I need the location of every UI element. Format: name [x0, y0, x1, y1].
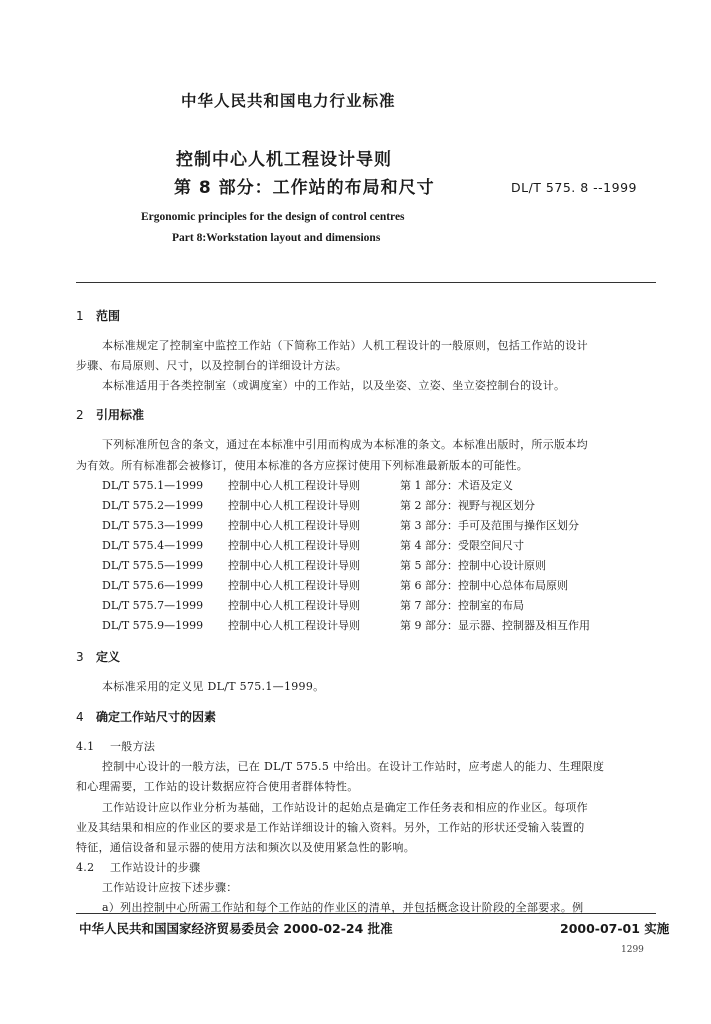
- reference-guide: 控制中心人机工程设计导则: [228, 539, 360, 552]
- section-number: 1: [76, 309, 84, 323]
- reference-row: [102, 557, 546, 573]
- section-title: 确定工作站尺寸的因素: [96, 710, 217, 724]
- reference-part: 第 9 部分：显示器、控制器及相互作用: [400, 619, 590, 632]
- subsection-4-2-heading: [76, 859, 200, 875]
- reference-guide: 控制中心人机工程设计导则: [228, 479, 360, 492]
- implementation-date: 2000-07-01 实施: [560, 921, 670, 936]
- subsection-title: 一般方法: [110, 740, 156, 753]
- paragraph-line: 特征，通信设备和显示器的使用方法和频次以及使用紧急性的影响。: [76, 841, 415, 854]
- section-1-heading: [76, 307, 120, 324]
- paragraph-line: 和心理需要，工作站的设计数据应符合使用者群体特性。: [76, 780, 359, 793]
- standard-code: DL/T 575. 8 --1999: [511, 180, 637, 195]
- reference-guide: 控制中心人机工程设计导则: [228, 559, 360, 572]
- reference-row: [102, 617, 590, 633]
- reference-part: 第 7 部分：控制室的布局: [400, 599, 524, 612]
- reference-row: [102, 597, 524, 613]
- reference-guide: 控制中心人机工程设计导则: [228, 619, 360, 632]
- document-title-cn: 控制中心人机工程设计导则: [176, 150, 392, 170]
- section-3-heading: [76, 648, 120, 665]
- footer-divider: [76, 913, 656, 914]
- subsection-number: 4.2: [76, 861, 95, 874]
- reference-part: 第 1 部分：术语及定义: [400, 479, 513, 492]
- reference-code: DL/T 575.1—1999: [102, 479, 204, 492]
- reference-code: DL/T 575.7—1999: [102, 599, 204, 612]
- reference-row: [102, 577, 568, 593]
- subsection-title: 工作站设计的步骤: [110, 861, 201, 874]
- reference-row: [102, 517, 579, 533]
- reference-code: DL/T 575.3—1999: [102, 519, 204, 532]
- section-title: 引用标准: [96, 408, 145, 422]
- reference-guide: 控制中心人机工程设计导则: [228, 519, 360, 532]
- section-title: 定义: [96, 650, 121, 664]
- reference-part: 第 3 部分：手可及范围与操作区划分: [400, 519, 579, 532]
- section-4-heading: [76, 708, 216, 725]
- reference-code: DL/T 575.5—1999: [102, 559, 204, 572]
- reference-code: DL/T 575.4—1999: [102, 539, 204, 552]
- reference-guide: 控制中心人机工程设计导则: [228, 499, 360, 512]
- subsection-4-1-heading: [76, 738, 155, 754]
- paragraph-line: 下列标准所包含的条文，通过在本标准中引用而构成为本标准的条文。本标准出版时，所示版本均: [102, 438, 588, 451]
- paragraph-line: a）列出控制中心所需工作站和每个工作站的作业区的清单，并包括概念设计阶段的全部要求。例: [102, 901, 584, 914]
- section-title: 范围: [96, 309, 121, 323]
- subsection-number: 4.1: [76, 740, 95, 753]
- paragraph-line: 为有效。所有标准都会被修订，使用本标准的各方应探讨使用下列标准最新版本的可能性。: [76, 459, 528, 472]
- reference-row: [102, 477, 513, 493]
- paragraph-line: 工作站设计应按下述步骤：: [102, 881, 238, 894]
- reference-part: 第 2 部分：视野与视区划分: [400, 499, 535, 512]
- paragraph-line: 控制中心设计的一般方法，已在 DL/T 575.5 中给出。在设计工作站时，应考虑人的能力、生理限度: [102, 760, 605, 773]
- section-number: 3: [76, 650, 84, 664]
- paragraph-line: 步骤、布局原则、尺寸，以及控制台的详细设计方法。: [76, 359, 348, 372]
- reference-code: DL/T 575.6—1999: [102, 579, 204, 592]
- header-divider: [76, 282, 656, 283]
- paragraph-line: 本标准采用的定义见 DL/T 575.1—1999。: [102, 680, 325, 693]
- reference-part: 第 6 部分：控制中心总体布局原则: [400, 579, 568, 592]
- document-subtitle-cn: 第 8 部分：工作站的布局和尺寸: [174, 178, 435, 198]
- page-number: 1299: [621, 945, 644, 955]
- reference-row: [102, 537, 524, 553]
- section-2-heading: [76, 406, 144, 423]
- approval-notice: 中华人民共和国国家经济贸易委员会 2000-02-24 批准: [79, 921, 393, 936]
- reference-guide: 控制中心人机工程设计导则: [228, 579, 360, 592]
- section-number: 2: [76, 408, 84, 422]
- paragraph-line: 本标准规定了控制室中监控工作站（下简称工作站）人机工程设计的一般原则，包括工作站的设计: [102, 339, 588, 352]
- paragraph-line: 工作站设计应以作业分析为基础，工作站设计的起始点是确定工作任务表和相应的作业区。每项作: [102, 801, 588, 814]
- reference-row: [102, 497, 535, 513]
- reference-part: 第 4 部分：受限空间尺寸: [400, 539, 524, 552]
- section-number: 4: [76, 710, 84, 724]
- issuing-authority: 中华人民共和国电力行业标准: [181, 92, 396, 110]
- reference-code: DL/T 575.2—1999: [102, 499, 204, 512]
- paragraph-line: 本标准适用于各类控制室（或调度室）中的工作站，以及坐姿、立姿、坐立姿控制台的设计。: [102, 379, 566, 392]
- document-subtitle-en: Part 8:Workstation layout and dimensions: [172, 232, 381, 244]
- paragraph-line: 业及其结果和相应的作业区的要求是工作站详细设计的输入资料。另外，工作站的形状还受输入装置的: [76, 821, 585, 834]
- reference-code: DL/T 575.9—1999: [102, 619, 204, 632]
- reference-guide: 控制中心人机工程设计导则: [228, 599, 360, 612]
- reference-part: 第 5 部分：控制中心设计原则: [400, 559, 546, 572]
- document-title-en: Ergonomic principles for the design of control centres: [141, 211, 405, 223]
